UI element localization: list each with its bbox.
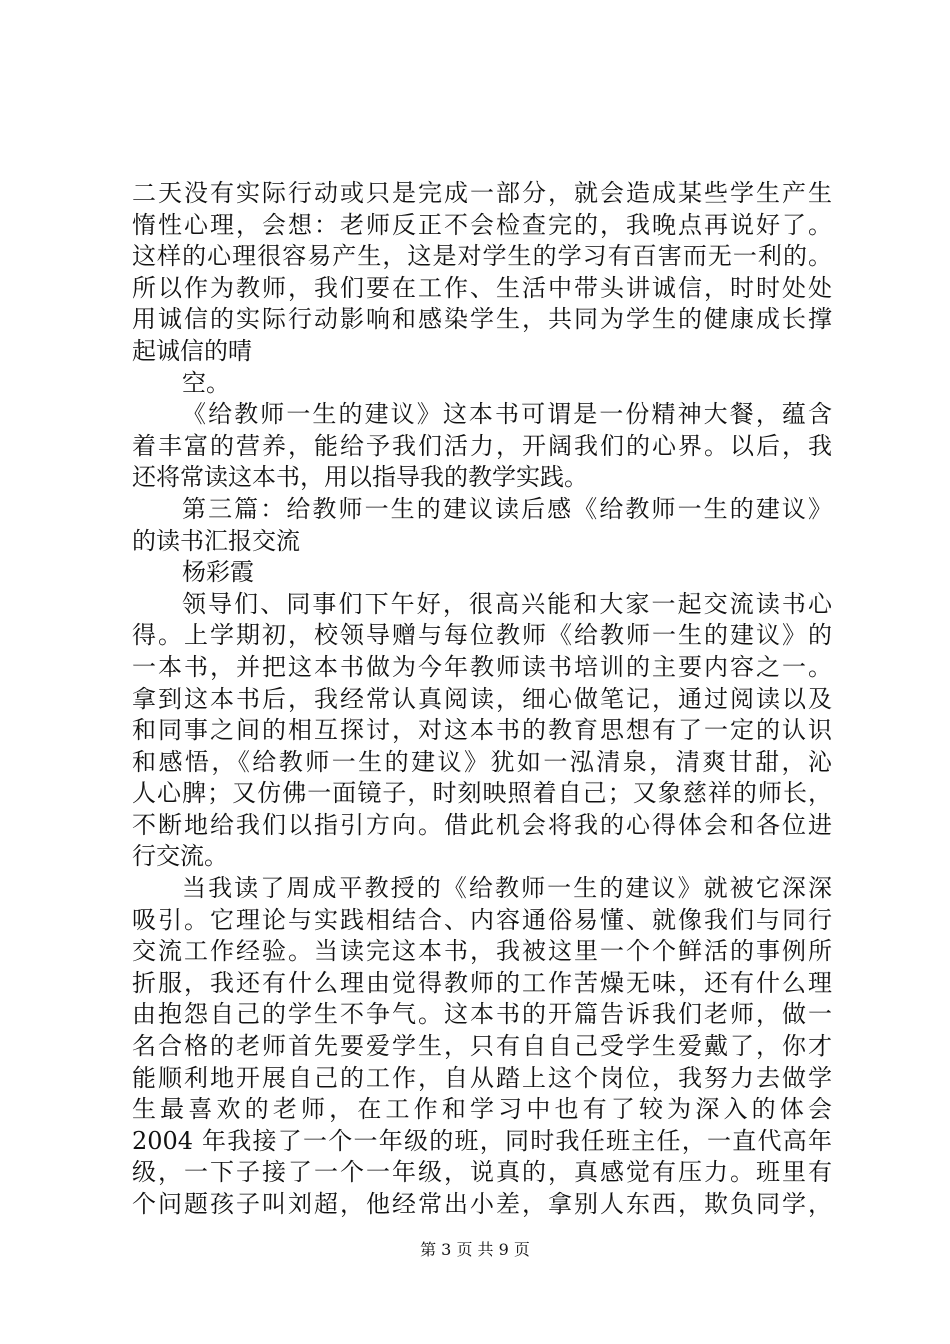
text-line: 能顺利地开展自己的工作，自从踏上这个岗位，我努力去做学: [132, 1063, 832, 1092]
text-line: 吸引。它理论与实践相结合、内容通俗易懂、就像我们与同行: [132, 905, 832, 934]
text-line: 一本书，并把这本书做为今年教师读书培训的主要内容之一。: [132, 652, 832, 681]
text-line: 还将常读这本书，用以指导我的教学实践。: [132, 463, 588, 492]
text-line: 《给教师一生的建议》这本书可谓是一份精神大餐，蕴含: [182, 400, 832, 429]
text-line: 个问题孩子叫刘超，他经常出小差，拿别人东西，欺负同学，: [132, 1190, 832, 1218]
text-line: 人心脾；又仿佛一面镜子，时刻映照着自己；又象慈祥的师长，: [132, 779, 832, 808]
text-line: 杨彩霞: [182, 558, 254, 587]
text-line: 领导们、同事们下午好，很高兴能和大家一起交流读书心: [182, 589, 832, 618]
text-line: 行交流。: [132, 842, 228, 871]
text-line: 和同事之间的相互探讨，对这本书的教育思想有了一定的认识: [132, 716, 832, 745]
body-text: [132, 178, 832, 1221]
text-line: 用诚信的实际行动影响和感染学生，共同为学生的健康成长撑: [132, 305, 832, 334]
text-line: 级，一下子接了一个一年级，说真的，真感觉有压力。班里有: [132, 1158, 832, 1187]
text-line: 拿到这本书后，我经常认真阅读，细心做笔记，通过阅读以及: [132, 684, 832, 713]
text-line: 所以作为教师，我们要在工作、生活中带头讲诚信，时时处处: [132, 273, 832, 302]
text-line: 起诚信的晴: [132, 336, 252, 365]
text-line: 着丰富的营养，能给予我们活力，开阔我们的心界。以后，我: [132, 431, 832, 460]
text-line: 这样的心理很容易产生，这是对学生的学习有百害而无一利的。: [132, 242, 832, 271]
text-line: 折服，我还有什么理由觉得教师的工作苦燥无味，还有什么理: [132, 968, 832, 997]
text-line: 生最喜欢的老师，在工作和学习中也有了较为深入的体会: [132, 1095, 832, 1124]
page-footer: 第 3 页 共 9 页: [420, 1240, 530, 1259]
text-line: 空。: [182, 368, 230, 397]
text-line: 当我读了周成平教授的《给教师一生的建议》就被它深深: [182, 874, 832, 903]
text-line: 和感悟，《给教师一生的建议》犹如一泓清泉，清爽甘甜，沁: [132, 747, 832, 776]
text-line: 惰性心理，会想：老师反正不会检查完的，我晚点再说好了。: [132, 210, 832, 239]
text-line: 第三篇：给教师一生的建议读后感《给教师一生的建议》: [182, 494, 832, 523]
text-line: 交流工作经验。当读完这本书，我被这里一个个鲜活的事例所: [132, 937, 832, 966]
text-line: 得。上学期初，校领导赠与每位教师《给教师一生的建议》的: [132, 621, 832, 650]
text-line: 的读书汇报交流: [132, 526, 300, 555]
text-line: 2004 年我接了一个一年级的班，同时我任班主任，一直代高年: [132, 1126, 832, 1155]
text-line: 由抱怨自己的学生不争气。这本书的开篇告诉我们老师，做一: [132, 1000, 832, 1029]
text-line: 不断地给我们以指引方向。借此机会将我的心得体会和各位进: [132, 810, 832, 839]
text-line: 名合格的老师首先要爱学生，只有自自己受学生爱戴了，你才: [132, 1032, 832, 1061]
text-line: 二天没有实际行动或只是完成一部分，就会造成某些学生产生: [132, 179, 832, 207]
